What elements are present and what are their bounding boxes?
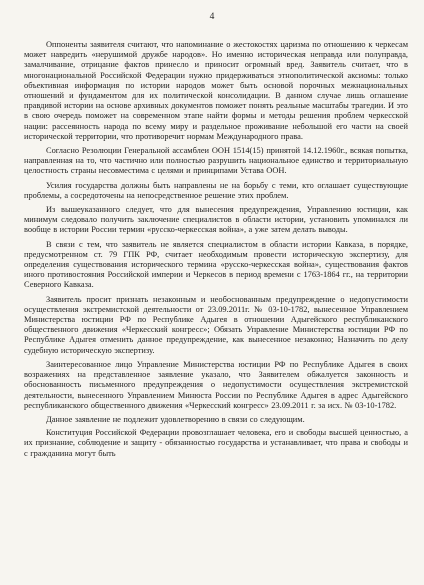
page-number: 4 <box>209 12 215 22</box>
paragraph-applicant-requests: Заявитель просит признать незаконным и необоснованным предупреждение о недопустимости осуществления экстремистской деятельности от 23.09.2011г. № 03-10-1782, вынесенное Управлением Министерства юстиции РФ по Республике Адыгея в отношении Адыгейского республиканского общественного движения «Черкесский конгресс»; Обязать Управление Министерства юстиции РФ по Республике Адыгея отменить данное предупреждение, как вынесенное незаконно; Назначить по делу судебную историческую экспертизу. <box>24 294 408 355</box>
paragraph-conclusion: Из вышеуказанного следует, что для вынесения предупреждения, Управлению юстиции, как минимум следовало получить заключение специалистов в области истории, установить упоминался ли вообще в истории России термин «русско-черкесская война», а уже затем делать выводы. <box>24 205 408 235</box>
document-body <box>24 40 408 463</box>
paragraph-not-satisfied: Данное заявление не подлежит удовлетворению в связи со следующим. <box>46 414 305 424</box>
paragraph-un-resolution: Согласно Резолюции Генеральной ассамблеи ООН 1514(15) принятой 14.12.1960г., всякая попытка, направленная на то, что частично или полностью разрушить национальное единство и территориальную целостность страны несовместима с целями и принципами Устава ООН. <box>24 146 408 176</box>
paragraph-expertise-request: В связи с тем, что заявитель не является специалистом в области истории Кавказа, в порядке, предусмотренном ст. 79 ГПК РФ, считает необходимым провести историческую экспертизу, для определения существования исторического термина «русско-черкесская война», существования фактов иного противостояния Российской империи и Черкесов в период времени с 1763-1864 гг., на территории Северного Кавказа. <box>24 239 408 290</box>
paragraph-objections: Заинтересованное лицо Управление Министерства юстиции РФ по Республике Адыгея в своих возражениях на представленное заявление указало, что Заявителем обжалуется законность и обоснованность письменного предупреждения о недопустимости осуществления экстремистской деятельности, вынесенного Управлением Минюста России по Республике Адыгея в адрес Адыгейского республиканского общественного движения «Черкесский конгресс» 23.09.2011 г. за исх. № 03-10-1782. <box>24 359 408 410</box>
paragraph-constitution: Конституция Российской Федерации провозглашает человека, его и свободы высшей ценностью, а их признание, соблюдение и защиту - обязанностью государства и устанавливает, что права и свободы и с гражданина могут быть <box>24 428 408 458</box>
paragraph-opponents: Оппоненты заявителя считают, что напоминание о жестокостях царизма по отношению к черкесам может навредить «нерушимой дружбе народов». Но именно историческая неправда или полуправда, замалчивание, отрицание фактов принесло и приносит огромный вред. Заявитель считает, что в многонациональной Российской Федерации нужно придерживаться этнополитической аксиомы: только объективная информация по истории народов может быть основой порочных межнациональных отношений и фундаментом для их политической консолидации. В данном случае лишь оглашение правдивой истории на основе архивных документов поможет понять реальные масштабы трагедии. И это в свою очередь поможет на современном этапе найти формы и методы решения проблем черкесской нации: рассеянность народа по всему миру и раздельное проживание небольшой его части на своей исторической территории, что противоречит нормам Международного права. <box>24 40 408 141</box>
paragraph-state-efforts: Усилия государства должны быть направлены не на борьбу с теми, кто оглашает существующие проблемы, а сосредоточены на непосредственное решение этих проблем. <box>24 180 408 200</box>
